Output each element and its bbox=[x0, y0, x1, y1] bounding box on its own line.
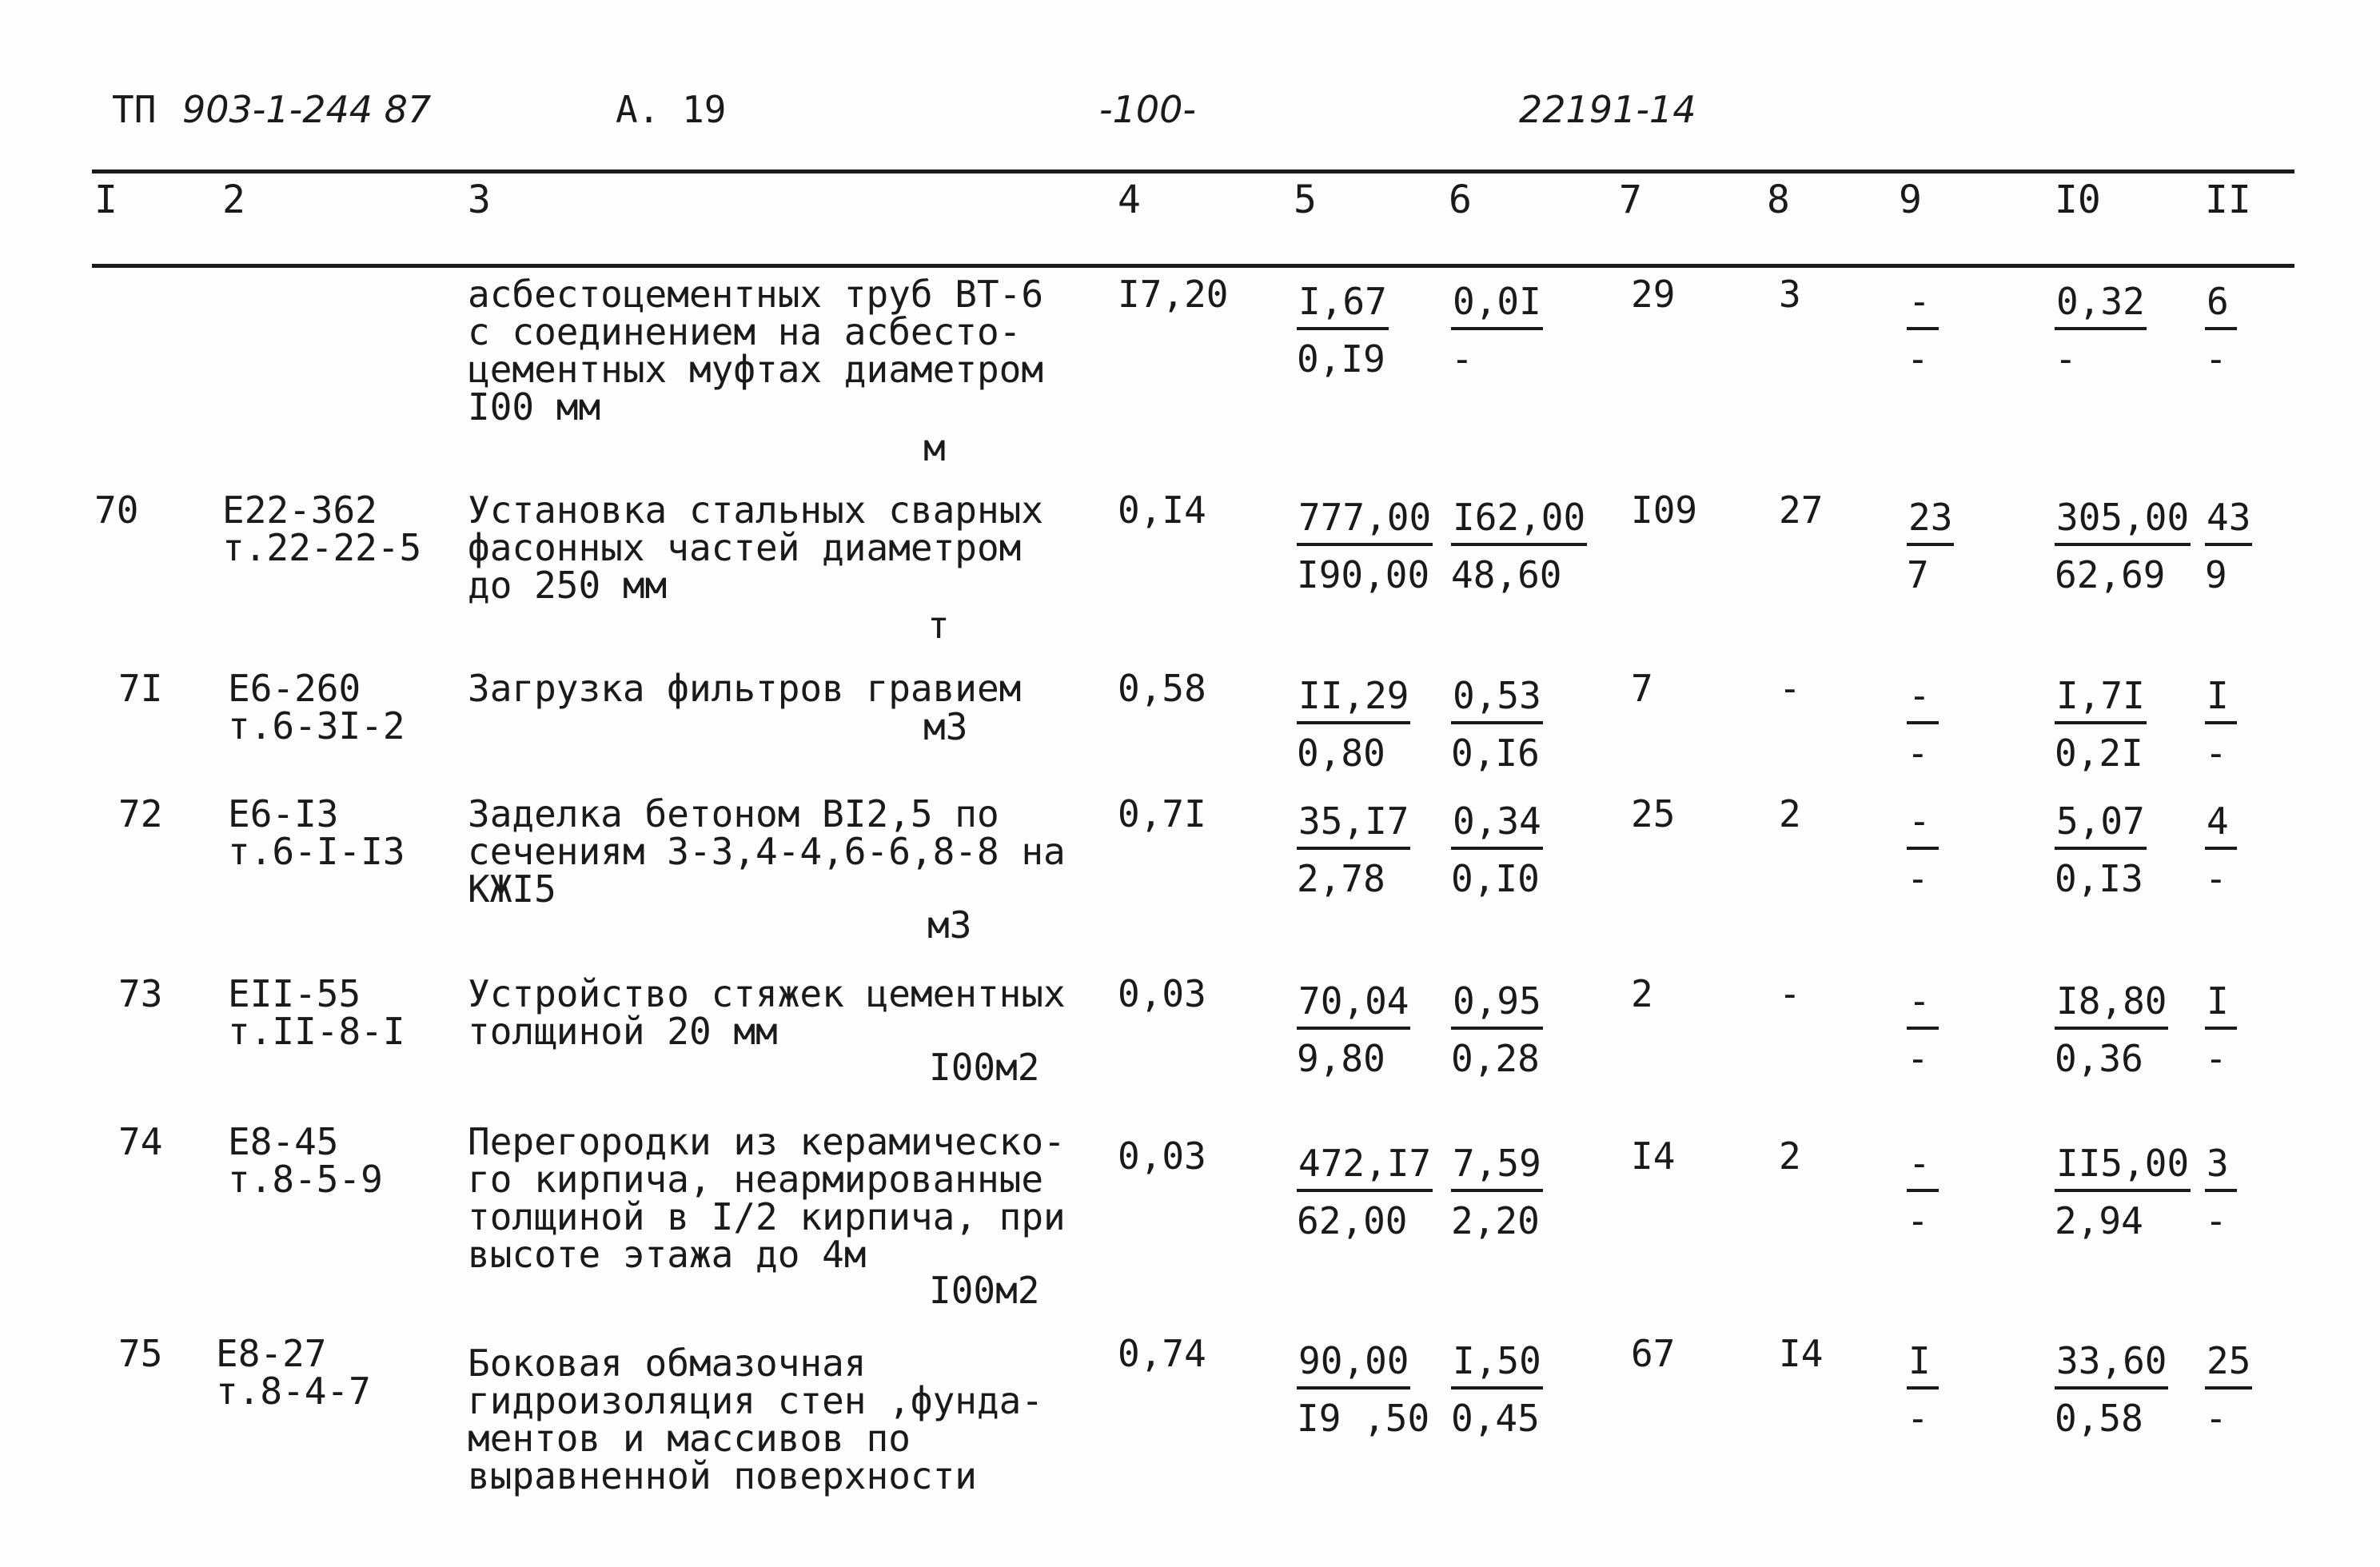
col11-value: $\frac{43}{9}$ bbox=[2205, 492, 2252, 600]
row-code: ЕII-55 т.II-8-I bbox=[228, 972, 405, 1053]
column-number: 2 bbox=[222, 177, 245, 222]
row-description: Заделка бетоном BI2,5 по сечениям 3-3,4-4,6-6,8-8 на КЖI5 bbox=[468, 792, 1066, 911]
col5-value: $\frac{II,29}{0,80}$ bbox=[1297, 670, 1410, 779]
row-unit: I00м2 bbox=[929, 1269, 1040, 1312]
col7-value: I4 bbox=[1631, 1134, 1676, 1178]
col8-value: 2 bbox=[1779, 792, 1801, 835]
col11-value: 25 - bbox=[2205, 1335, 2252, 1444]
col10-value: $\frac{II5,00}{2,94}$ bbox=[2055, 1138, 2191, 1246]
header-top-rule bbox=[92, 169, 2294, 173]
col6-value: $\frac{0,95}{0,28}$ bbox=[1451, 975, 1543, 1084]
series-number: 903-1-244 87 bbox=[182, 88, 432, 131]
col8-value: 3 bbox=[1779, 273, 1801, 316]
row-unit: I00м2 bbox=[929, 1046, 1040, 1089]
col8-value: 27 bbox=[1779, 488, 1824, 532]
col6-value: $\frac{I,50}{0,45}$ bbox=[1451, 1335, 1543, 1444]
column-number: II bbox=[2205, 177, 2251, 222]
row-quantity: 0,I4 bbox=[1118, 488, 1206, 532]
row-description: Боковая обмазочная гидроизоляция стен ,фунда- ментов и массивов по выравненной поверхности bbox=[468, 1342, 1044, 1497]
col7-value: 7 bbox=[1631, 667, 1653, 710]
series-prefix: ТП bbox=[112, 88, 157, 131]
column-number: 7 bbox=[1619, 177, 1642, 222]
column-number: 3 bbox=[468, 177, 491, 222]
col9-value: I - bbox=[1907, 1335, 1939, 1444]
column-number: 5 bbox=[1294, 177, 1317, 222]
col9-value: - - bbox=[1907, 975, 1939, 1084]
col7-value: 25 bbox=[1631, 792, 1676, 835]
row-description: асбестоцементных труб ВТ-6 с соединением на асбесто- цементных муфтах диаметром I00 мм bbox=[468, 273, 1044, 429]
row-code: Е8-45 т.8-5-9 bbox=[228, 1120, 383, 1201]
col10-value: $\frac{305,00}{62,69}$ bbox=[2055, 492, 2191, 600]
row-code: Е22-362 т.22-22-5 bbox=[222, 488, 422, 569]
col8-value: I4 bbox=[1779, 1332, 1824, 1375]
col9-value: - - bbox=[1907, 670, 1939, 779]
row-description: Устройство стяжек цементных толщиной 20 мм bbox=[468, 972, 1066, 1053]
col5-value: $\frac{35,I7}{2,78}$ bbox=[1297, 795, 1410, 904]
row-code: Е6-I3 т.6-I-I3 bbox=[228, 792, 405, 873]
col5-value: $\frac{472,I7}{62,00}$ bbox=[1297, 1138, 1433, 1246]
column-number: I bbox=[94, 177, 118, 222]
col5-value: $\frac{777,00}{I90,00}$ bbox=[1297, 492, 1433, 600]
col7-value: 67 bbox=[1631, 1332, 1676, 1375]
col7-value: 29 bbox=[1631, 273, 1676, 316]
column-number: 9 bbox=[1899, 177, 1922, 222]
column-number: I0 bbox=[2055, 177, 2101, 222]
col6-value: 0,0I - bbox=[1451, 276, 1543, 385]
col8-value: 2 bbox=[1779, 1134, 1801, 1178]
col9-value: $\frac{23}{7}$ bbox=[1907, 492, 1954, 600]
row-quantity: I7,20 bbox=[1118, 273, 1229, 316]
row-quantity: 0,74 bbox=[1118, 1332, 1206, 1375]
col6-value: $\frac{7,59}{2,20}$ bbox=[1451, 1138, 1543, 1246]
row-number: 70 bbox=[94, 488, 139, 532]
column-number: 4 bbox=[1118, 177, 1141, 222]
col6-value: $\frac{0,53}{0,I6}$ bbox=[1451, 670, 1543, 779]
col11-value: 4 - bbox=[2205, 795, 2237, 904]
row-unit: м bbox=[923, 426, 946, 469]
col8-value: - bbox=[1779, 972, 1801, 1015]
row-quantity: 0,03 bbox=[1118, 1134, 1206, 1178]
row-code: Е6-260 т.6-3I-2 bbox=[228, 667, 405, 748]
col6-value: $\frac{0,34}{0,I0}$ bbox=[1451, 795, 1543, 904]
row-number: 7I bbox=[118, 667, 163, 710]
row-number: 75 bbox=[118, 1332, 163, 1375]
row-number: 72 bbox=[118, 792, 163, 835]
row-unit: м3 bbox=[923, 705, 968, 748]
col7-value: I09 bbox=[1631, 488, 1698, 532]
col11-value: 3 - bbox=[2205, 1138, 2237, 1246]
row-quantity: 0,58 bbox=[1118, 667, 1206, 710]
row-number: 74 bbox=[118, 1120, 163, 1163]
col9-value: - - bbox=[1907, 795, 1939, 904]
col9-value: - - bbox=[1907, 1138, 1939, 1246]
col7-value: 2 bbox=[1631, 972, 1653, 1015]
col5-value: $\frac{I,67}{0,I9}$ bbox=[1297, 276, 1389, 385]
col5-value: $\frac{70,04}{9,80}$ bbox=[1297, 975, 1410, 1084]
column-number: 6 bbox=[1449, 177, 1472, 222]
col6-value: $\frac{I62,00}{48,60}$ bbox=[1451, 492, 1587, 600]
col10-value: $\frac{I8,80}{0,36}$ bbox=[2055, 975, 2168, 1084]
col5-value: $\frac{90,00}{I9 ,50}$ bbox=[1297, 1335, 1429, 1444]
page-number: -100- bbox=[1099, 88, 1196, 131]
col10-value: $\frac{I,7I}{0,2I}$ bbox=[2055, 670, 2147, 779]
row-number: 73 bbox=[118, 972, 163, 1015]
col9-value: - - bbox=[1907, 276, 1939, 385]
col8-value: - bbox=[1779, 667, 1801, 710]
col10-value: $\frac{33,60}{0,58}$ bbox=[2055, 1335, 2168, 1444]
col11-value: I - bbox=[2205, 975, 2237, 1084]
col11-value: I - bbox=[2205, 670, 2237, 779]
row-unit: м3 bbox=[927, 903, 972, 947]
col10-value: $\frac{5,07}{0,I3}$ bbox=[2055, 795, 2147, 904]
col11-value: 6 - bbox=[2205, 276, 2237, 385]
row-quantity: 0,03 bbox=[1118, 972, 1206, 1015]
row-code: Е8-27 т.8-4-7 bbox=[216, 1332, 371, 1413]
header-bottom-rule bbox=[92, 264, 2294, 268]
row-unit: т bbox=[927, 604, 950, 647]
row-description: Установка стальных сварных фасонных частей диаметром до 250 мм bbox=[468, 488, 1044, 607]
col10-value: 0,32 - bbox=[2055, 276, 2147, 385]
document-code: 22191-14 bbox=[1519, 88, 1696, 131]
row-description: Перегородки из керамическо- го кирпича, неармированные толщиной в I/2 кирпича, при высоте этажа до 4м bbox=[468, 1120, 1066, 1276]
column-number: 8 bbox=[1767, 177, 1790, 222]
album-number: А. 19 bbox=[616, 88, 727, 131]
row-quantity: 0,7I bbox=[1118, 792, 1206, 835]
row-description: Загрузка фильтров гравием bbox=[468, 667, 1022, 710]
